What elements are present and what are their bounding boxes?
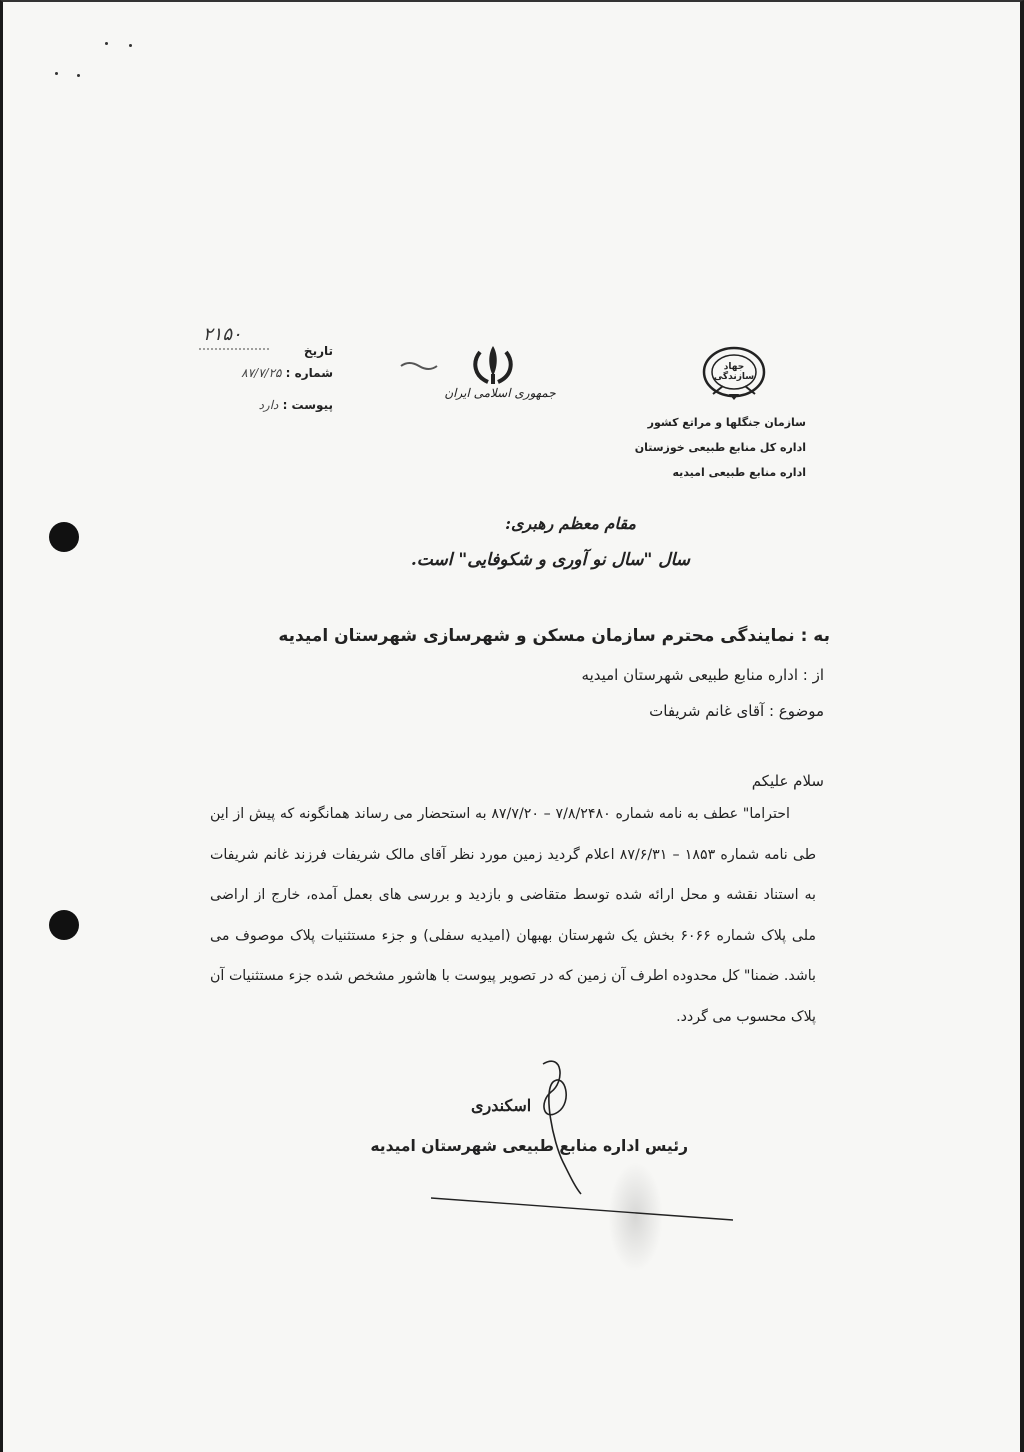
- attachment-label: پیوست :: [282, 398, 333, 412]
- body-paragraph: احتراما" عطف به نامه شماره ۷/۸/۲۴۸۰ – ۸۷/۷/۲۰ به استحضار می رساند همانگونه که پیش از این طی نامه شماره ۱۸۵۳ – ۸۷/۶/۳۱ اعلام گردید زمین مورد نظر آقای مالک شریفات فرزند غانم شریفات به استناد نقشه و محل ارائه شده توسط متقاضی و بازدید و بررسی های بعمل آمده، خارج از اراضی ملی پلاک شماره ۶۰۶۶ بخش یک شهرستان بهبهان (امیدیه سفلی) و جزء مستثنیات پلاک موصوف می باشد. ضمنا" کل محدوده اطرف آن زمین که در تصویر پیوست با هاشور مشخص شده جزء مستثنیات آن پلاک محسوب می گردد.: [210, 806, 816, 1025]
- org-line-2: اداره کل منابع طبیعی خوزستان: [634, 441, 806, 454]
- org-line-1: سازمان جنگلها و مراتع کشور: [647, 416, 806, 429]
- greeting: سلام علیکم: [751, 772, 824, 790]
- number-value: ۸۷/۷/۲۵: [241, 366, 282, 380]
- scan-speck: [77, 74, 80, 77]
- logo-text: جهاد سازندگی: [713, 362, 755, 382]
- scan-speck: [105, 42, 108, 45]
- scan-speck: [55, 72, 58, 75]
- punch-hole-top: [49, 522, 79, 552]
- signatory-title: رئیس اداره منابع طبیعی شهرستان امیدیه: [370, 1137, 688, 1155]
- number-label: شماره :: [285, 366, 333, 380]
- letter-metadata: [193, 332, 333, 422]
- recipient-line: به : نمایندگی محترم سازمان مسکن و شهرسازی شهرستان امیدیه: [278, 626, 830, 646]
- subject-line: موضوع : آقای غانم شریفات: [649, 702, 824, 720]
- jahad-logo: [699, 342, 769, 402]
- iran-emblem-icon: [458, 342, 528, 387]
- number-row: [241, 366, 333, 380]
- attachment-row: [259, 398, 333, 412]
- handwritten-signature: [503, 1052, 613, 1202]
- signature-rule: [431, 1194, 733, 1222]
- letter-body: [210, 794, 816, 1037]
- organization-block: [635, 410, 806, 485]
- punch-hole-bottom: [49, 910, 79, 940]
- slogan-heading: مقام معظم رهبری:: [505, 514, 636, 533]
- signatory-name: اسکندری: [471, 1096, 532, 1115]
- sender-line: از : اداره منابع طبیعی شهرستان امیدیه: [581, 666, 824, 684]
- org-line-3: اداره منابع طبیعی امیدیه: [672, 466, 806, 479]
- scan-speck: [129, 44, 132, 47]
- attachment-value: دارد: [258, 398, 279, 412]
- date-row: [304, 344, 333, 358]
- handwritten-letter-number: ۲۱۵۰: [203, 324, 242, 345]
- emblem-flourish-icon: [399, 360, 439, 372]
- emblem-caption: جمهوری اسلامی ایران: [444, 386, 556, 400]
- slogan-text: سال "سال نو آوری و شکوفایی" است.: [410, 550, 690, 570]
- date-label: تاریخ: [303, 344, 333, 358]
